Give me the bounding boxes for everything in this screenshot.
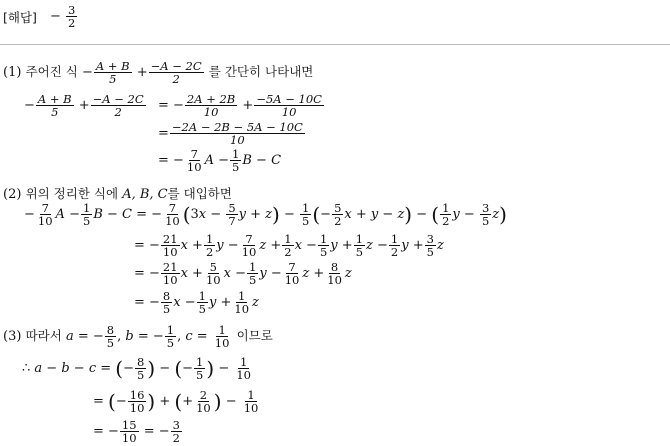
divider [0,44,670,45]
answer-label: [해답] [3,10,37,25]
part1-line2: = $\frac{-2A - 2B - 5A - 10C}{10}$ [158,120,303,148]
part1-number: (1) [3,65,22,81]
part2-line3: = − $\frac{21}{10}$ x + $\frac{5}{10}$ x − $\frac{1}{5}$ y − $\frac{7}{10}$ z + $\frac{8}{10}$ z [134,260,352,288]
part1-line3: = − $\frac{7}{10}$ A − $\frac{1}{5}$ B − C [158,147,282,175]
answer-fraction: $\frac{3}{2}$ [68,3,76,31]
part3-statement: (3) 따라서 a = − $\frac{8}{5}$ , b = − $\frac{1}{5}$ , c = $\frac{1}{10}$ 이므로 [3,323,273,351]
part2-vars: A, B, C [122,187,168,202]
part2-number: (2) [3,187,22,202]
part1-intro: 주어진 식 [25,64,78,80]
part3-intro: 따라서 [25,328,62,344]
answer-sign: − [50,9,61,25]
part3-number: (3) [3,329,22,345]
part1-statement: (1) 주어진 식 − $\frac{A + B}{5}$ + $\frac{-A - 2C}{2}$ 를 간단히 나타내면 [3,59,314,87]
part1-line1-lhs: − $\frac{A + B}{5}$ + $\frac{-A - 2C}{2}$ [24,92,144,120]
part2-intro: 위의 정리한 식에 [25,186,119,201]
part3-line1: ∴ a − b − c = (− $\frac{8}{5}$ ) − (− $\frac{1}{5}$ ) − $\frac{1}{10}$ [22,355,251,383]
final-answer [50,4,78,29]
part2-line1: − $\frac{7}{10}$ A − $\frac{1}{5}$ B − C = − $\frac{7}{10}$ (3x − $\frac{5}{7}$ y + z) − $\frac{1}{5}$ (− $\frac{5}{2}$ x + y − z) − ( $\frac{1}{2}$ y − $\frac{3}{5}$ z) [24,201,507,229]
part3-line3: = − $\frac{15}{10}$ = − $\frac{3}{2}$ [93,418,180,446]
part2-tail: 를 대입하면 [167,186,232,201]
part2-statement [3,184,232,202]
part3-tail: 이므로 [236,328,273,344]
part2-line4: = − $\frac{8}{5}$ x − $\frac{1}{5}$ y + $\frac{1}{10}$ z [134,289,259,317]
part2-line2: = − $\frac{21}{10}$ x + $\frac{1}{2}$ y − $\frac{7}{10}$ z + $\frac{1}{2}$ x − $\frac{1}{5}$ y + $\frac{1}{5}$ z − $\frac{1}{2}$ y + $\frac{3}{5}$ z [134,232,444,260]
part1-tail: 를 간단히 나타내면 [208,64,314,80]
part1-line1-rhs: = − $\frac{2A + 2B}{10}$ + $\frac{-5A - 10C}{10}$ [158,92,322,120]
part3-line2: = (− $\frac{16}{10}$ ) + (+ $\frac{2}{10}$ ) − $\frac{1}{10}$ [93,388,259,416]
